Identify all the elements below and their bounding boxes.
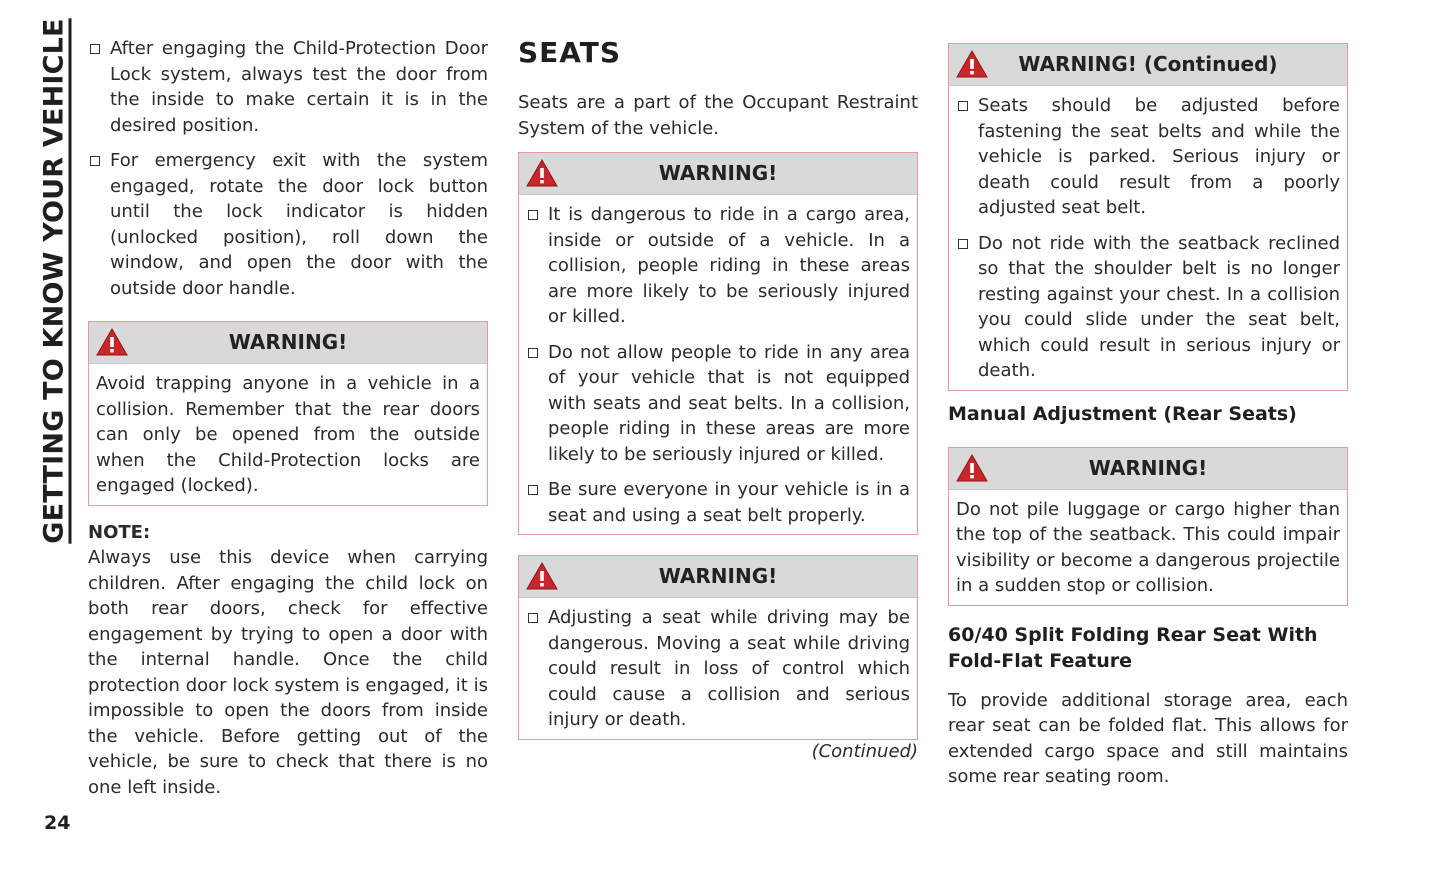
warning-header (949, 448, 1347, 490)
section-side-title (34, 18, 74, 544)
bullet-item: After engaging the Child-Protection Door Lock system, always test the door from the inside to make certain it is in the desired position. (88, 36, 488, 138)
warning-box-trapping (88, 321, 488, 506)
warning-text: Avoid trapping anyone in a vehicle in a collision. Remember that the rear doors can only be opened from the outside when the Child-Protection locks are engaged (locked). (96, 373, 480, 496)
column-1 (88, 36, 488, 800)
bullet-item: Be sure everyone in your vehicle is in a seat and using a seat belt properly. (526, 477, 910, 528)
warning-text: Do not pile luggage or cargo higher than the top of the seatback. This could impair visibility or become a dangerous projectile in a sudden stop or collision. (956, 498, 1340, 596)
seats-intro: Seats are a part of the Occupant Restraint System of the vehicle. (518, 92, 918, 139)
bullet-item: Seats should be adjusted before fastening the seat belts and while the vehicle is parked. Serious injury or death could result from a poorly adjusted seat belt. (956, 93, 1340, 221)
note-label: NOTE: (88, 521, 151, 543)
subheading-manual-adjustment: Manual Adjustment (Rear Seats) (948, 402, 1297, 425)
warning-title: WARNING! (658, 564, 778, 588)
bullet-item: Do not ride with the seatback reclined so that the shoulder belt is no longer resting against your chest. In a collision you could slide under the seat belt, which could result in serious injury or death. (956, 231, 1340, 384)
page-number: 24 (44, 812, 71, 834)
warning-header (519, 153, 917, 195)
warning-box-continued (948, 43, 1348, 391)
warning-header (89, 322, 487, 364)
warning-box-cargo (518, 152, 918, 535)
warning-title: WARNING! (228, 330, 348, 354)
warning-box-luggage (948, 447, 1348, 606)
bullet-item: Adjusting a seat while driving may be dangerous. Moving a seat while driving could result in loss of control which could cause a collision and serious injury or death. (526, 605, 910, 733)
continued-label: (Continued) (811, 740, 918, 762)
warning-header (949, 44, 1347, 86)
warning-title: WARNING! (1088, 455, 1208, 480)
note-text: Always use this device when carrying children. After engaging the child lock on both rear doors, check for effective engagement by trying to open a door with the internal handle. Once the child protection door lock system is engaged, it is impossible to open the doors from inside the vehicle. Before getting out of the vehicle, be sure to check that there is no one left inside. (88, 547, 488, 798)
warning-title: WARNING! (658, 161, 778, 185)
bullet-item: It is dangerous to ride in a cargo area, inside or outside of a vehicle. In a collision, people riding in these areas are more likely to be seriously injured or killed. (526, 202, 910, 330)
section-heading-seats: SEATS (518, 36, 622, 69)
column-3 (948, 43, 1348, 790)
bullet-item: For emergency exit with the system engaged, rotate the door lock button until the lock indicator is hidden (unlocked position), roll down the window, and open the door with the outside door handle. (88, 148, 488, 301)
warning-box-adjusting (518, 555, 918, 740)
section-side-title-text: GETTING TO KNOW YOUR VEHICLE (38, 18, 70, 544)
split-folding-text: To provide additional storage area, each rear seat can be folded flat. This allows for extended cargo space and still maintains some rear seating room. (948, 689, 1348, 787)
warning-header (519, 556, 917, 598)
subheading-split-folding: 60/40 Split Folding Rear Seat With Fold-Flat Feature (948, 623, 1318, 672)
warning-title: WARNING! (Continued) (1018, 52, 1278, 76)
bullet-item: Do not allow people to ride in any area of your vehicle that is not equipped with seats and seat belts. In a collision, people riding in these areas are more likely to be seriously injured or killed. (526, 340, 910, 468)
column-2 (518, 36, 918, 764)
